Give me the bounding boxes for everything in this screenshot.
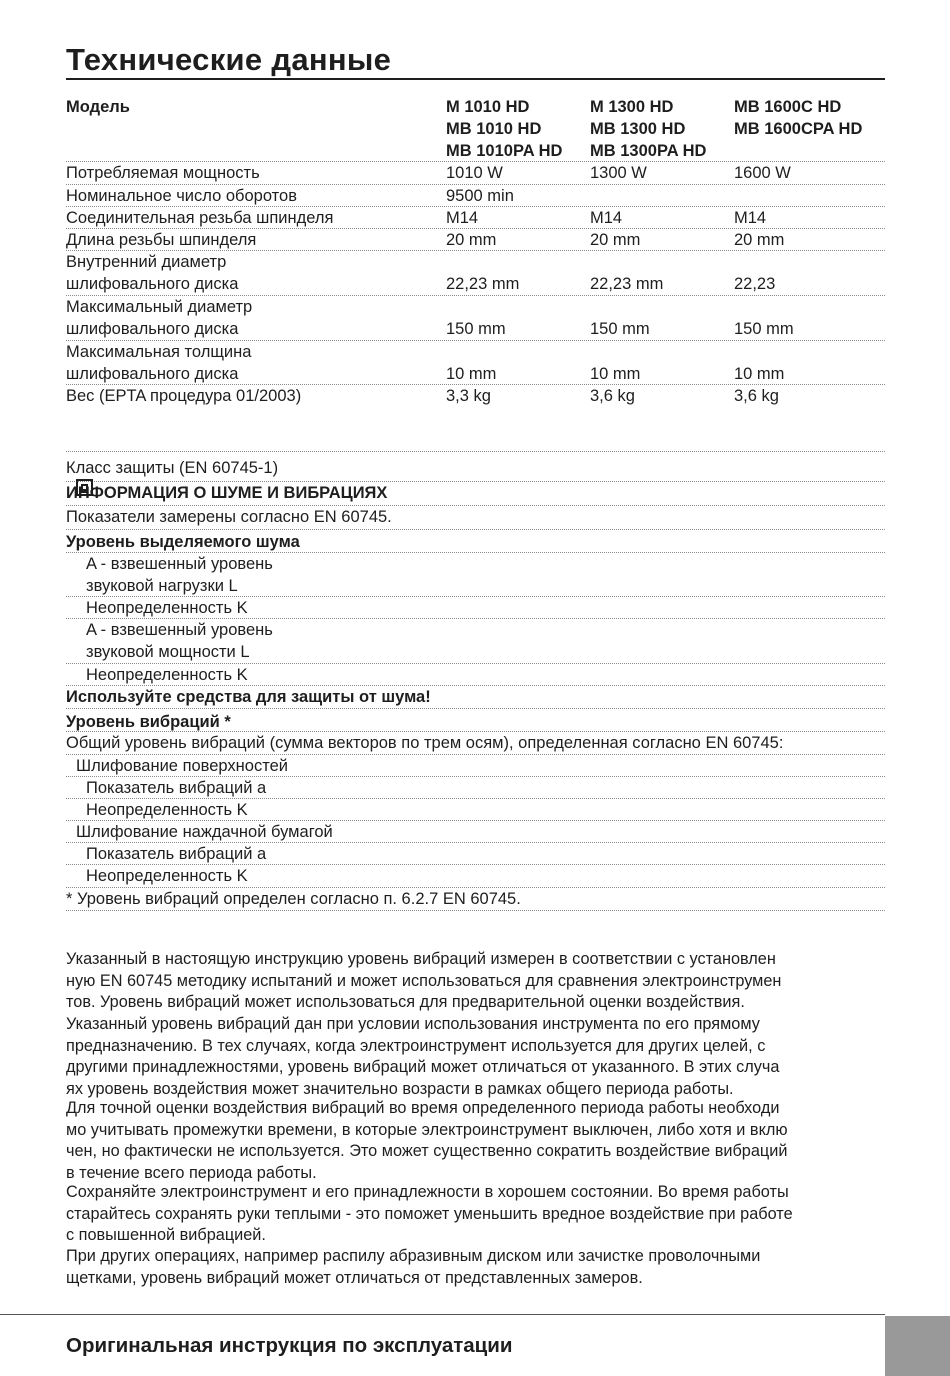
spec-value: 9500 min — [446, 187, 514, 205]
paragraph-line: ях уровень воздействия может значительно возрасти в рамках общего периода работы. — [66, 1079, 734, 1098]
spec-row-weight — [66, 385, 885, 452]
sound-power-label — [66, 619, 273, 663]
paragraph-line: ную EN 60745 методику испытаний и может использоваться для сравнения электроинструмен — [66, 971, 782, 990]
uncertainty-label: Неопределенность K — [86, 801, 248, 819]
sanding-label: Шлифование наждачной бумагой — [76, 823, 333, 841]
title-divider — [66, 78, 885, 80]
spec-header-label: Модель — [66, 98, 130, 116]
paragraph-line: Указанный уровень вибраций дан при условии использования инструмента по его прямому — [66, 1015, 760, 1033]
model-name: MB 1010PA HD — [446, 142, 563, 160]
footnote-row — [66, 888, 885, 911]
spec-label: Вес (EPTA процедура 01/2003) — [66, 387, 302, 405]
paragraph-line: другими принадлежностями, уровень вибраций может отличаться от указанного. В этих случа — [66, 1058, 780, 1076]
paragraph-line: тов. Уровень вибраций может использоваться для предварительной оценки воздействия. — [66, 993, 745, 1011]
vibration-value-row — [66, 843, 885, 865]
label-line: звуковой мощности L — [86, 643, 250, 661]
label-line: звуковой нагрузки L — [86, 577, 238, 595]
spec-value: 1010 W — [446, 164, 503, 182]
spec-label: Номинальное число оборотов — [66, 187, 297, 205]
model-name: MB 1600CPA HD — [734, 120, 863, 138]
model-name: MB 1300PA HD — [590, 142, 707, 160]
spec-value: 20 mm — [590, 231, 641, 249]
spec-label: Соединительная резьба шпинделя — [66, 209, 334, 227]
paragraph-line: При других операциях, например распилу абразивным диском или зачистке проволочными — [66, 1247, 761, 1265]
vibration-heading-row — [66, 709, 885, 732]
spec-row-power — [66, 162, 885, 185]
spec-value: 3,6 kg — [590, 387, 635, 405]
spec-value: 22,23 mm — [590, 275, 664, 293]
vibration-value-label: Показатель вибраций a — [86, 779, 267, 797]
vibration-value-row — [66, 777, 885, 799]
paragraph-line: мо учитывать промежутки времени, в которые электроинструмент выключен, либо хотя и вклю — [66, 1120, 788, 1139]
spec-value: 22,23 — [734, 275, 776, 293]
paragraph — [66, 1098, 885, 1184]
model-column-1 — [446, 96, 562, 162]
spec-value: M14 — [446, 209, 479, 227]
spec-row-thread — [66, 207, 885, 229]
page-title: Технические данные — [66, 42, 392, 77]
label-line: A - взвешенный уровень — [86, 621, 273, 639]
spec-value: 10 mm — [590, 365, 641, 383]
spec-header-row — [66, 96, 885, 162]
spec-value: 20 mm — [446, 231, 497, 249]
label-line: A - взвешенный уровень — [86, 555, 273, 573]
spec-label — [66, 341, 251, 385]
model-column-2 — [590, 96, 706, 162]
uncertainty-label: Неопределенность K — [86, 867, 248, 885]
sound-power-row — [66, 619, 885, 664]
paragraph-line: Указанный в настоящую инструкцию уровень вибраций измерен в соответствии с установлен — [66, 950, 776, 968]
spec-label-line: Максимальный диаметр — [66, 298, 253, 316]
uncertainty-label: Неопределенность K — [86, 666, 248, 684]
spec-label-line: Внутренний диаметр — [66, 253, 227, 271]
vibration-total-text: Общий уровень вибраций (сумма векторов по трем осям), определенная согласно EN 60745: — [66, 734, 784, 752]
uncertainty-row — [66, 799, 885, 821]
spec-label — [66, 296, 252, 340]
spec-label-line: шлифовального диска — [66, 275, 239, 293]
paragraph — [66, 1014, 885, 1100]
protection-class-row — [66, 452, 885, 482]
noise-emission-heading-row — [66, 530, 885, 553]
spec-label: Длина резьбы шпинделя — [66, 231, 257, 249]
spec-label-line: Максимальная толщина — [66, 343, 252, 361]
spec-value: 10 mm — [734, 365, 785, 383]
noise-heading-row — [66, 482, 885, 506]
paragraph-line: щетками, уровень вибраций может отличаться от представленных замеров. — [66, 1268, 643, 1287]
protection-class-label: Класс защиты (EN 60745-1) — [66, 459, 279, 477]
uncertainty-row — [66, 597, 885, 619]
spec-value: 10 mm — [446, 365, 497, 383]
spec-value: 3,3 kg — [446, 387, 491, 405]
spec-row-max-diameter — [66, 296, 885, 341]
model-name: MB 1600C HD — [734, 98, 842, 116]
vibration-footnote: * Уровень вибраций определен согласно п. 6.2.7 EN 60745. — [66, 890, 521, 908]
spec-value: 1600 W — [734, 164, 791, 182]
page-tab-block — [885, 1316, 950, 1376]
paragraph — [66, 1246, 885, 1289]
paragraph-line: Сохраняйте электроинструмент и его принадлежности в хорошем состоянии. Во время работы — [66, 1183, 789, 1201]
measured-row — [66, 506, 885, 530]
surface-grinding-row — [66, 755, 885, 777]
noise-emission-heading: Уровень выделяемого шума — [66, 533, 300, 551]
spec-row-inner-diameter — [66, 251, 885, 296]
sound-pressure-row — [66, 553, 885, 597]
paragraph-line: старайтесь сохранять руки теплыми - это поможет уменьшить вредное воздействие при работе — [66, 1204, 793, 1223]
uncertainty-row — [66, 865, 885, 888]
surface-grinding-label: Шлифование поверхностей — [76, 757, 288, 775]
paragraph-line: в течение всего периода работы. — [66, 1163, 317, 1182]
vibration-heading: Уровень вибраций * — [66, 713, 231, 731]
paragraph-line: чен, но фактически не используется. Это может существенно сократить воздействие вибраций — [66, 1142, 788, 1160]
spec-value: 20 mm — [734, 231, 785, 249]
spec-value: 3,6 kg — [734, 387, 779, 405]
uncertainty-label: Неопределенность K — [86, 599, 248, 617]
paragraph-line: Для точной оценки воздействия вибраций во время определенного периода работы необходи — [66, 1099, 780, 1117]
paragraph — [66, 949, 885, 1014]
vibration-total-row — [66, 732, 885, 755]
uncertainty-row — [66, 664, 885, 686]
spec-label-line: шлифовального диска — [66, 320, 239, 338]
model-column-3 — [734, 96, 862, 140]
hearing-protection-row — [66, 686, 885, 709]
spec-value: M14 — [590, 209, 623, 227]
measured-text: Показатели замерены согласно EN 60745. — [66, 508, 392, 526]
spec-value: 22,23 mm — [446, 275, 520, 293]
noise-heading: ИНФОРМАЦИЯ О ШУМЕ И ВИБРАЦИЯХ — [66, 484, 388, 502]
footer-title: Оригинальная инструкция по эксплуатации — [66, 1334, 513, 1357]
model-name: M 1300 HD — [590, 98, 674, 116]
spec-row-thread-length — [66, 229, 885, 251]
spec-label — [66, 251, 238, 295]
paragraph-line: с повышенной вибрацией. — [66, 1226, 266, 1244]
spec-value: M14 — [734, 209, 767, 227]
footer-divider — [0, 1314, 885, 1315]
spec-row-max-thickness — [66, 341, 885, 385]
vibration-value-label: Показатель вибраций a — [86, 845, 267, 863]
model-name: MB 1010 HD — [446, 120, 542, 138]
spec-label-line: шлифовального диска — [66, 365, 239, 383]
model-name: MB 1300 HD — [590, 120, 686, 138]
spec-label: Потребляемая мощность — [66, 164, 260, 182]
spec-value: 150 mm — [734, 320, 794, 338]
hearing-protection-text: Используйте средства для защиты от шума! — [66, 688, 431, 706]
spec-value: 1300 W — [590, 164, 647, 182]
sanding-row — [66, 821, 885, 843]
model-name: M 1010 HD — [446, 98, 530, 116]
spec-row-speed — [66, 185, 885, 207]
sound-pressure-label — [66, 553, 273, 597]
spec-value: 150 mm — [590, 320, 650, 338]
spec-value: 150 mm — [446, 320, 506, 338]
paragraph — [66, 1182, 885, 1247]
paragraph-line: предназначению. В тех случаях, когда электроинструмент используется для других целей, с — [66, 1036, 766, 1055]
